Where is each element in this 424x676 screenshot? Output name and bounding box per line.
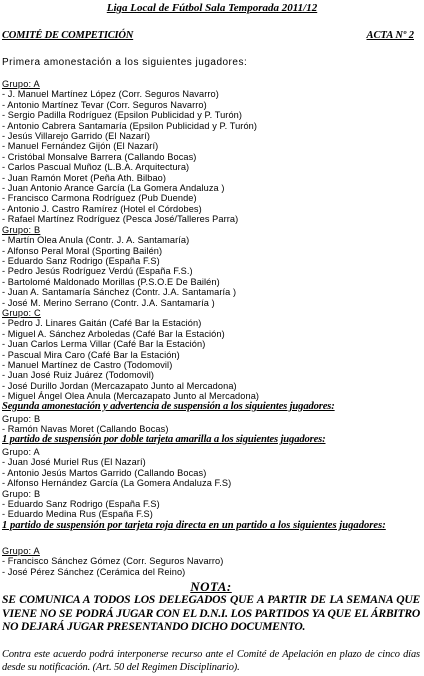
- player-entry: - José Durillo Jordan (Mercazapato Junto al Mercadona): [2, 380, 237, 391]
- group-label: Grupo: B: [2, 224, 41, 235]
- suspension-group-a-players: [2, 457, 420, 488]
- suspension-section: [2, 434, 420, 446]
- player-entry: - Miguel Ángel Olea Anula (Mercazapato Junto al Mercadona): [2, 391, 260, 402]
- group-label: Grupo: A: [2, 546, 40, 556]
- player-entry: - Pedro Jesús Rodríguez Verdú (España F.S.): [2, 266, 193, 277]
- group-b-players: [2, 235, 420, 308]
- group-label: Grupo: A: [2, 447, 40, 457]
- player-entry: - José M. Merino Serrano (Contr. J.A. Santamaría ): [2, 297, 215, 308]
- player-entry: - Eduardo Medina Rus (España F.S): [2, 509, 153, 520]
- nota-title: NOTA:: [190, 579, 232, 594]
- player-entry: - Manuel Fernández Gijón (El Nazarí): [2, 141, 159, 152]
- player-entry: - Rafael Martínez Rodríguez (Pesca José/Talleres Parra): [2, 214, 239, 225]
- player-entry: - Pascual Mira Caro (Café Bar la Estación): [2, 349, 180, 360]
- player-entry: - Carlos Pascual Muñoz (L.B.A. Arquitectura): [2, 162, 190, 173]
- group-a-players: [2, 89, 420, 224]
- group-c-players: [2, 318, 420, 401]
- player-entry: - Juan Carlos Lerma Villar (Café Bar la Estación): [2, 339, 206, 350]
- first-warning-intro: Primera amonestación a los siguientes jugadores:: [2, 57, 248, 68]
- appeal-notice: [2, 648, 420, 674]
- player-entry: - Pedro J. Linares Gaitán (Café Bar la Estación): [2, 318, 202, 329]
- player-entry: - Eduardo Sanz Rodrigo (España F.S): [2, 255, 160, 266]
- player-entry: - Juan Antonio Arance García (La Gomera Andaluza ): [2, 183, 225, 194]
- suspension-group-b-players: [2, 499, 420, 520]
- player-entry: - Manuel Martínez de Castro (Todomovil): [2, 359, 173, 370]
- player-entry: - Miguel A. Sánchez Arboledas (Café Bar la Estación): [2, 328, 225, 339]
- player-entry: - Eduardo Sanz Rodrigo (España F.S): [2, 499, 160, 510]
- player-entry: - Alfonso Hernández García (La Gomera Andaluza F.S): [2, 478, 232, 489]
- player-entry: - Juan A. Santamaría Sánchez (Contr. J.A. Santamaría ): [2, 287, 237, 298]
- player-entry: - Sergio Padilla Rodríguez (Epsilon Publicidad y P. Turón): [2, 110, 243, 121]
- player-entry: - Jesús Villarejo Garrido (El Nazarí): [2, 131, 151, 142]
- committee-name: COMITÉ DE COMPETICIÓN: [2, 30, 134, 41]
- player-entry: - Juan José Ruiz Juárez (Todomovil): [2, 370, 155, 381]
- player-entry: - Ramón Navas Moret (Callando Bocas): [2, 424, 169, 435]
- player-entry: - José Pérez Sánchez (Cerámica del Reino): [2, 566, 186, 577]
- document-title: Liga Local de Fútbol Sala Temporada 2011/12: [106, 2, 318, 14]
- player-entry: - Bartolomé Maldonado Morillas (P.S.O.E De Bailén): [2, 276, 220, 287]
- player-entry: - Juan José Muriel Rus (El Nazarí): [2, 457, 146, 468]
- player-entry: - Cristóbal Monsalve Barrera (Callando Bocas): [2, 151, 197, 162]
- player-entry: - Antonio Jesús Martos Garrido (Callando Bocas): [2, 467, 207, 478]
- player-entry: - Francisco Sánchez Gómez (Corr. Seguros Navarro): [2, 556, 224, 567]
- nota-body: SE COMUNICA A TODOS LOS DELEGADOS QUE A PARTIR DE LA SEMANA QUE VIENE NO SE PODRÁ JUGAR CON EL D.N.I. LOS PARTIDOS YA QUE EL ÁRBITRO NO DEJARÁ JUGAR PRESENTANDO DICHO DOCUMENTO.: [2, 593, 420, 633]
- player-entry: - Alfonso Peral Moral (Sporting Bailén): [2, 245, 163, 256]
- red-card-players: [2, 556, 420, 577]
- second-warning-heading: Segunda amonestación y advertencia de suspensión a los siguientes jugadores:: [2, 401, 335, 412]
- group-label: Grupo: B: [2, 414, 41, 424]
- suspension-heading: 1 partido de suspensión por doble tarjeta amarilla a los siguientes jugadores:: [2, 434, 326, 445]
- act-number: ACTA Nº 2: [366, 30, 414, 41]
- red-card-list: [2, 546, 420, 577]
- appeal-text: Contra este acuerdo podrá interponerse recurso ante el Comité de Apelación en plazo de cinco días desde su notificación. (Art. 50 del Regimen Disciplinario).: [2, 649, 420, 673]
- group-label: Grupo: A: [2, 79, 40, 89]
- nota-section: [2, 580, 420, 634]
- first-warning-list: [2, 79, 420, 402]
- red-card-section: [2, 520, 420, 532]
- second-warning-section: [2, 401, 420, 413]
- second-warning-list: [2, 414, 420, 435]
- group-label: Grupo: C: [2, 307, 41, 318]
- player-entry: - Antonio J. Castro Ramírez (Hotel el Córdobes): [2, 203, 202, 214]
- player-entry: - Antonio Cabrera Santamaría (Epsilon Publicidad y P. Turón): [2, 120, 258, 131]
- player-entry: - J. Manuel Martínez López (Corr. Seguros Navarro): [2, 89, 219, 100]
- red-card-heading: 1 partido de suspensión por tarjeta roja directa en un partido a los siguientes jugadores:: [2, 520, 386, 531]
- player-entry: - Martín Olea Anula (Contr. J. A. Santamaría): [2, 235, 190, 246]
- player-entry: - Francisco Carmona Rodríguez (Pub Duende): [2, 193, 197, 204]
- player-entry: - Antonio Martínez Tevar (Corr. Seguros Navarro): [2, 99, 207, 110]
- player-entry: - Juan Ramón Moret (Peña Ath. Bilbao): [2, 172, 167, 183]
- suspension-list: [2, 447, 420, 520]
- group-label: Grupo: B: [2, 488, 41, 499]
